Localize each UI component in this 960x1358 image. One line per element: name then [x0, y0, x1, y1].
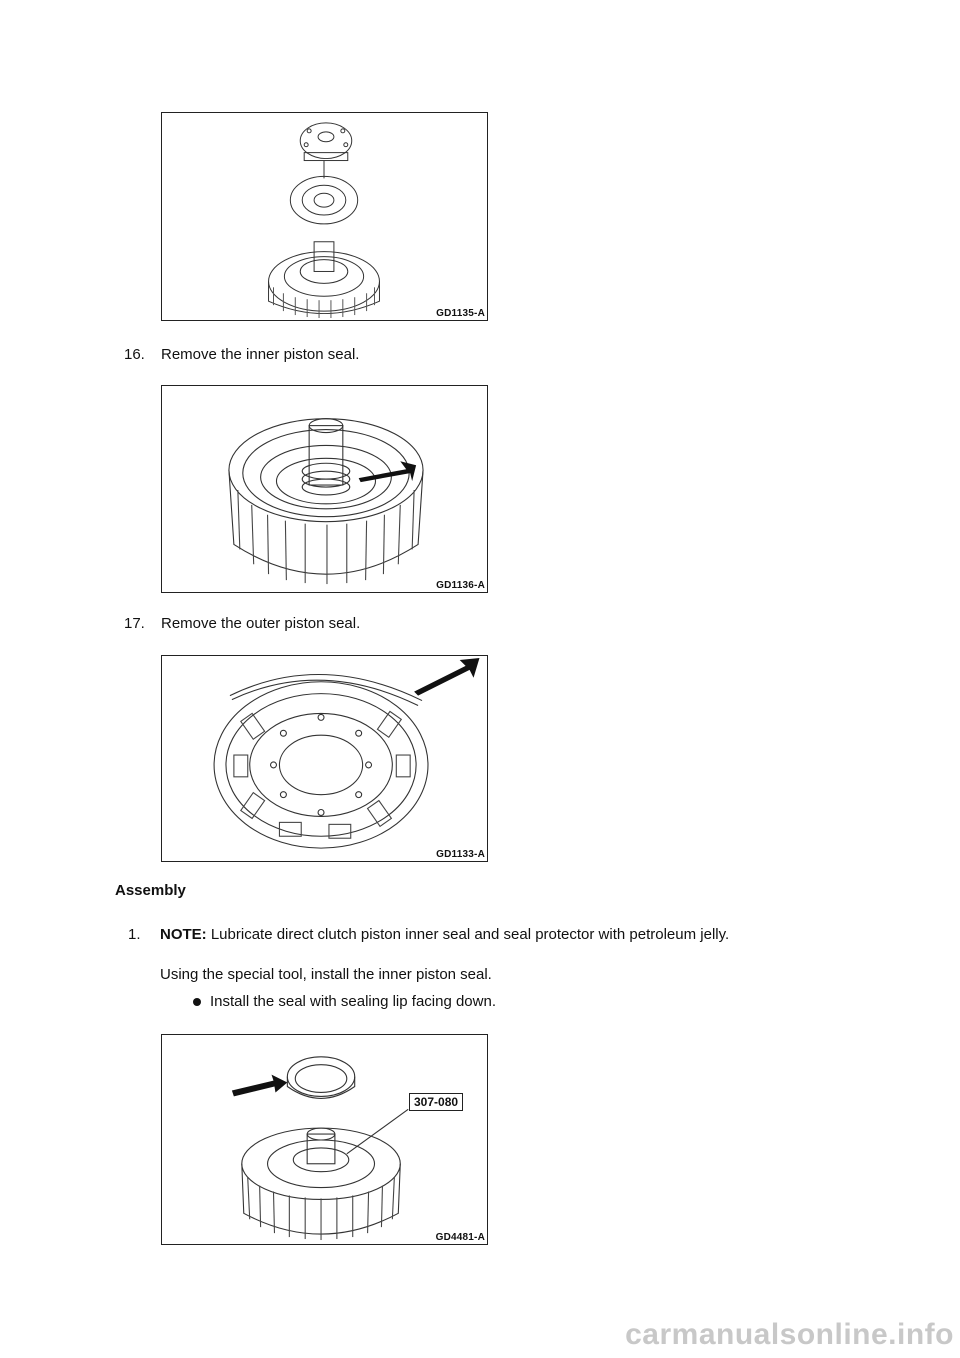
figure-code: GD4481-A [435, 1232, 485, 1243]
note-text: Lubricate direct clutch piston inner seal and seal protector with petroleum jelly. [206, 926, 730, 943]
step-number: 1. [128, 926, 141, 943]
note-line [160, 926, 729, 944]
step-number: 17. [124, 615, 145, 632]
tool-number-callout: 307-080 [409, 1093, 463, 1111]
figure-gd1136 [161, 385, 488, 593]
bullet-icon [193, 998, 201, 1006]
piston-outer-seal-illustration [162, 656, 487, 861]
watermark-text: carmanualsonline.info [625, 1318, 954, 1351]
figure-gd1135 [161, 112, 488, 321]
step-text: Remove the inner piston seal. [161, 346, 360, 363]
section-heading: Assembly [115, 882, 186, 899]
figure-code: GD1135-A [436, 308, 485, 319]
figure-gd4481 [161, 1034, 488, 1245]
assembly-instruction: Using the special tool, install the inner piston seal. [160, 966, 492, 983]
step-text: Remove the outer piston seal. [161, 615, 361, 632]
exploded-clutch-illustration [162, 113, 487, 320]
bullet-text: Install the seal with sealing lip facing down. [210, 993, 496, 1010]
seal-install-tool-illustration [162, 1035, 487, 1244]
figure-code: GD1136-A [436, 580, 485, 591]
step-number: 16. [124, 346, 145, 363]
figure-code: GD1133-A [436, 849, 485, 860]
clutch-cylinder-inner-seal-illustration [162, 386, 487, 592]
note-label: NOTE: [160, 926, 207, 943]
figure-gd1133 [161, 655, 488, 862]
